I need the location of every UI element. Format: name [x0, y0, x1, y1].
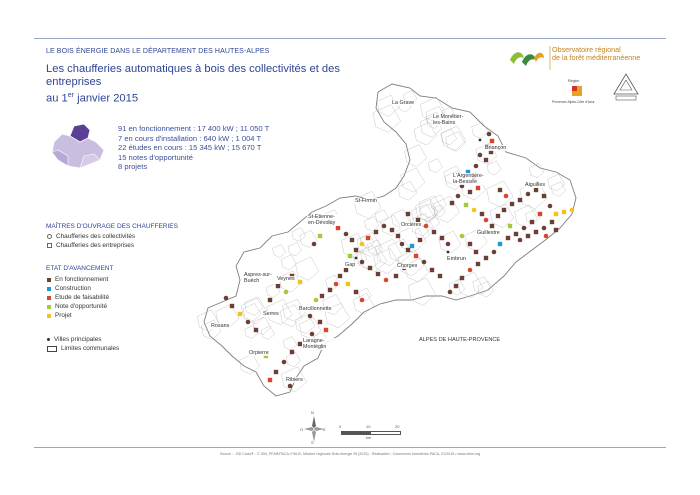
heating-plant-marker [410, 244, 414, 248]
heating-plant-marker [542, 226, 547, 231]
heating-plant-marker [274, 370, 278, 374]
heating-plant-marker [406, 248, 410, 252]
place-label: St-Firmin [355, 198, 377, 204]
heating-plant-marker [446, 242, 451, 247]
heating-plant-marker [376, 272, 380, 276]
heating-plant-marker [526, 192, 531, 197]
heating-plant-marker [374, 230, 378, 234]
stat-installation: 7 en cours d'installation : 640 kW ; 1 004 T [118, 133, 262, 143]
legend-status-note: Note d'opportunité [47, 303, 107, 310]
heating-plant-marker [464, 203, 468, 207]
heating-plant-marker [348, 254, 352, 258]
heating-plant-marker [432, 230, 436, 234]
place-label: Chorges [397, 263, 418, 269]
heating-plant-marker [487, 132, 492, 137]
heating-plant-marker [472, 208, 477, 213]
heating-plant-marker [344, 232, 349, 237]
heating-plant-marker [314, 298, 319, 303]
place-label: Aiguilles [525, 182, 546, 188]
heating-plant-marker [422, 260, 427, 265]
heating-plant-marker [484, 158, 488, 162]
heating-plant-marker [400, 242, 405, 247]
stat-notes: 15 notes d'opportunité [118, 152, 193, 162]
heating-plant-marker [318, 320, 322, 324]
place-label: L'Argentière-la-Bessée [452, 173, 488, 185]
heating-plant-marker [384, 278, 389, 283]
place-label: La Grave [392, 100, 415, 106]
heating-plant-marker [318, 234, 322, 238]
heating-plant-marker [268, 378, 272, 382]
region-label: Région [568, 79, 580, 83]
heating-plant-marker [406, 212, 410, 216]
heating-plant-marker [554, 212, 558, 216]
heating-plant-marker [534, 188, 538, 192]
heating-plant-marker [288, 384, 293, 389]
heating-plant-marker [312, 242, 317, 247]
heating-plant-marker [324, 328, 328, 332]
scale-unit: km [366, 435, 372, 440]
place-label: Briançon [485, 145, 507, 151]
heating-plant-marker [328, 288, 332, 292]
place-label: Gap [345, 262, 356, 268]
heating-plant-marker [394, 274, 398, 278]
stat-projects: 8 projets [118, 162, 148, 172]
neighbor-department-label: ALPES DE HAUTE-PROVENCE [419, 337, 501, 343]
heating-plant-marker [360, 242, 365, 247]
heating-plant-marker [382, 224, 387, 229]
heating-plant-marker [460, 276, 464, 280]
heating-plant-marker [484, 218, 489, 223]
heating-plant-marker [360, 298, 365, 303]
heating-plant-marker [508, 224, 512, 228]
heating-plant-marker [530, 220, 534, 224]
heating-plant-marker [338, 274, 342, 278]
place-label: Rosans [211, 323, 230, 329]
heating-plant-marker [480, 212, 484, 216]
heating-plant-marker [290, 350, 294, 354]
place-label: Serres [263, 311, 279, 317]
legend-main-towns: Villes principales [47, 336, 101, 343]
heating-plant-marker [360, 260, 365, 265]
heating-plant-marker [492, 250, 497, 255]
place-label: Veynes [277, 276, 295, 282]
heating-plant-marker [514, 232, 518, 236]
heating-plant-marker [344, 268, 348, 272]
title-line-2: au 1er janvier 2015 [46, 92, 139, 105]
place-label: Embrun [447, 256, 466, 262]
heating-plant-marker [448, 290, 453, 295]
heating-plant-marker [474, 250, 478, 254]
compass-o: O [300, 427, 304, 432]
observatory-name: Observatoire régional de la forêt méditerranéenne [552, 45, 641, 63]
compass-e: E [323, 427, 326, 432]
place-label: Ribiers [286, 377, 303, 383]
heating-plant-marker [522, 226, 527, 231]
legend-status-operating: En fonctionnement [47, 276, 108, 283]
place-label: Laragne-Montéglin [302, 338, 338, 350]
place-label: Barcillonnette [299, 306, 332, 312]
town-dot [479, 139, 482, 142]
place-label: Guillestre [477, 230, 500, 236]
heating-plant-marker [396, 234, 400, 238]
heating-plant-marker [506, 236, 510, 240]
heating-plant-marker [368, 266, 372, 270]
scale-tick-20: 20 [395, 424, 400, 429]
stat-studies: 22 études en cours : 15 345 kW ; 15 670 T [118, 143, 262, 153]
heating-plant-marker [414, 254, 418, 258]
place-label: Le Monêtier-les-Bains [432, 114, 468, 126]
place-label: Orpierre [249, 350, 269, 356]
stat-operating: 91 en fonctionnement : 17 400 kW ; 11 050 T [118, 124, 270, 133]
heating-plant-marker [502, 208, 506, 212]
heating-plant-marker [518, 238, 523, 243]
region-subtitle: Provence-Alpes-Côte d'Azur [552, 100, 595, 104]
legend-status-title: ETAT D'AVANCEMENT [46, 265, 114, 272]
heating-plant-marker [438, 274, 442, 278]
heating-plant-marker [284, 290, 289, 295]
town-dot [447, 251, 450, 254]
heating-plant-marker [450, 201, 454, 205]
heating-plant-marker [478, 153, 483, 158]
heating-plant-marker [354, 248, 358, 252]
heating-plant-marker [504, 194, 509, 199]
heating-plant-marker [308, 314, 313, 319]
heating-plant-marker [490, 139, 494, 143]
heating-plant-marker [538, 212, 542, 216]
legend-owners-title: MAÎTRES D'OUVRAGE DES CHAUFFERIES [46, 223, 178, 230]
legend-status-study: Etude de faisabilité [47, 294, 109, 301]
heating-plant-marker [554, 228, 558, 232]
heating-plant-marker [298, 280, 302, 284]
heating-plant-marker [366, 236, 370, 240]
heating-plant-marker [544, 234, 549, 239]
heating-plant-marker [336, 226, 340, 230]
heating-plant-marker [490, 224, 494, 228]
heating-plant-marker [430, 268, 434, 272]
legend-status-project: Projet [47, 312, 72, 319]
heating-plant-marker [548, 204, 553, 209]
heating-plant-marker [238, 312, 242, 316]
heating-plant-marker [418, 238, 422, 242]
heating-plant-marker [498, 242, 502, 246]
heating-plant-marker [320, 294, 324, 298]
heating-plant-marker [230, 304, 234, 308]
scale-tick-10: 10 [366, 424, 371, 429]
heating-plant-marker [526, 234, 530, 238]
heating-plant-marker [496, 214, 500, 218]
heating-plant-marker [518, 198, 522, 202]
legend-owner-collectivites: Chaufferies des collectivités [47, 233, 135, 240]
heating-plant-marker [474, 164, 479, 169]
place-label: Orcières [401, 222, 422, 228]
heating-plant-marker [310, 332, 315, 337]
scale-tick-0: 0 [339, 424, 342, 429]
heating-plant-marker [468, 190, 472, 194]
place-label: St-Etienne-en-Dévoluy [307, 214, 343, 226]
heating-plant-marker [484, 256, 488, 260]
source-credit: Source : - BD Carto® - © IGN, PFAR/PACA n°0610, Mission régionale Bois-énergie 05 (2015) - Réalisation : Communes forestières PACA, 01/2015 • www.ofme.org [219, 452, 481, 456]
heating-plant-marker [454, 284, 458, 288]
heating-plant-marker [570, 208, 575, 213]
legend-owner-entreprises: Chaufferies des entreprises [47, 242, 134, 249]
heating-plant-marker [510, 202, 514, 206]
compass-s: S [311, 440, 314, 445]
heating-plant-marker [424, 224, 429, 229]
heating-plant-marker [276, 284, 280, 288]
heating-plant-marker [346, 282, 350, 286]
heating-plant-marker [350, 238, 354, 242]
legend-status-construction: Construction [47, 285, 91, 292]
heating-plant-marker [246, 320, 251, 325]
heating-plant-marker [542, 194, 546, 198]
title-line-1: Les chaufferies automatiques à bois des collectivités et des entreprises [46, 63, 340, 88]
map-kicker: LE BOIS ÉNERGIE DANS LE DÉPARTEMENT DES HAUTES-ALPES [46, 48, 270, 55]
heating-plant-marker [334, 282, 339, 287]
heating-plant-marker [534, 230, 538, 234]
heating-plant-marker [476, 262, 480, 266]
heating-plant-marker [468, 242, 472, 246]
compass-n: N [311, 410, 314, 415]
heating-plant-marker [282, 360, 287, 365]
legend-commune-limits: Limites communales [47, 345, 119, 352]
heating-plant-marker [468, 268, 473, 273]
town-dot [355, 257, 358, 260]
heating-plant-marker [224, 296, 229, 301]
heating-plant-marker [354, 290, 358, 294]
heating-plant-marker [460, 234, 465, 239]
heating-plant-marker [476, 186, 480, 190]
heating-plant-marker [254, 328, 258, 332]
place-label: Aspres-sur-Buëch [243, 272, 279, 284]
heating-plant-marker [562, 210, 566, 214]
heating-plant-marker [456, 194, 461, 199]
heating-plant-marker [550, 220, 554, 224]
heating-plant-marker [498, 188, 502, 192]
heating-plant-marker [440, 236, 444, 240]
heating-plant-marker [268, 298, 272, 302]
heating-plant-marker [390, 228, 394, 232]
